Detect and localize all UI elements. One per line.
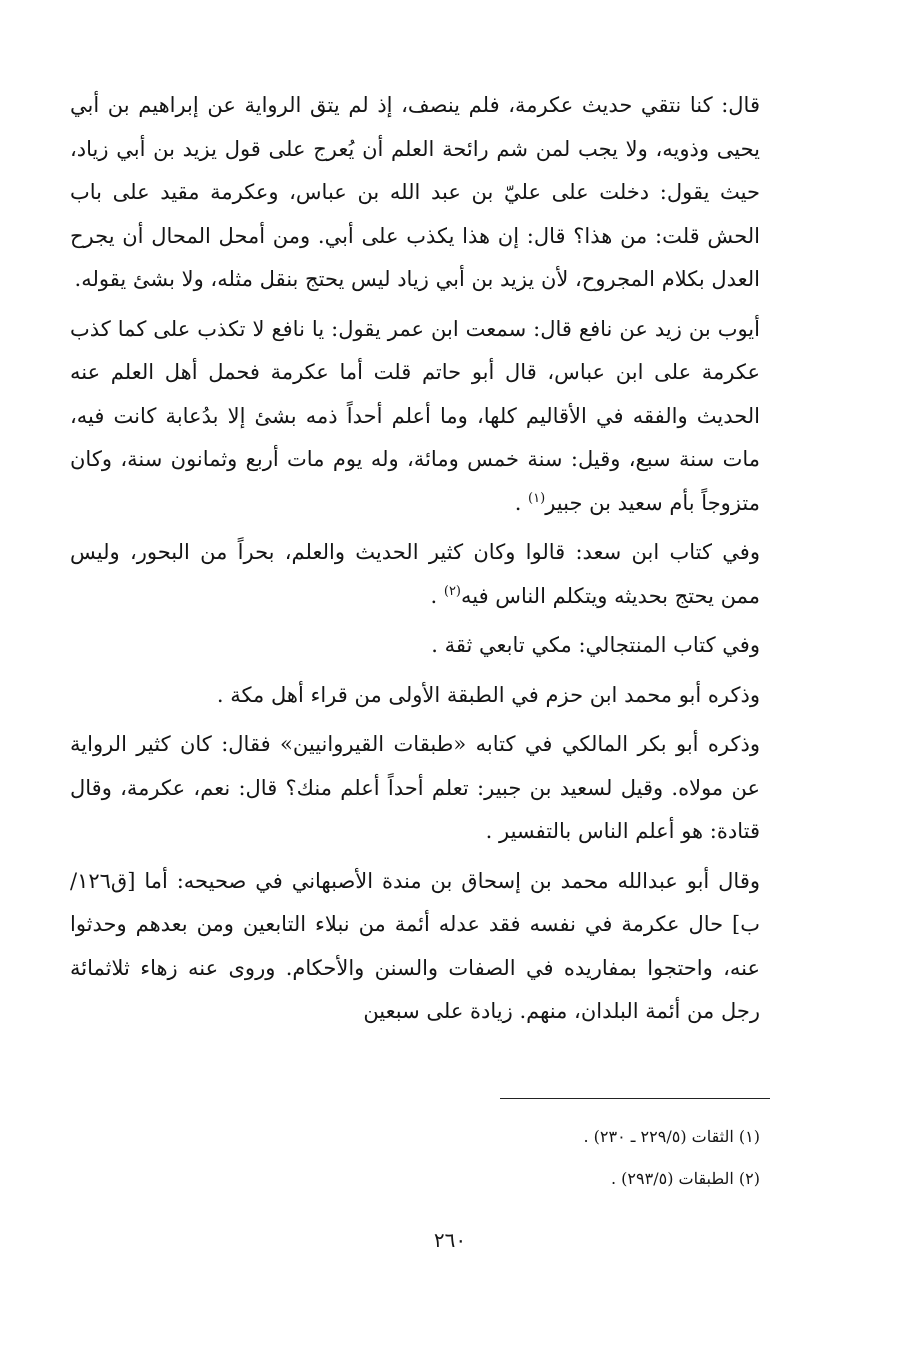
paragraph-4 [70, 624, 760, 668]
paragraph-4-text: وفي كتاب المنتجالي: مكي تابعي ثقة . [431, 633, 760, 657]
paragraph-7 [70, 860, 760, 1034]
paragraph-7-text: وقال أبو عبدالله محمد بن إسحاق بن مندة الأصبهاني في صحيحه: أما [ق١٢٦/ب] حال عكرمة في نفسه فقد عدله أئمة من نبلاء التابعين ومن بعدهم وحدثوا عنه، واحتجوا بمفاريده في الصفات والسنن والأحكام. وروى عنه زهاء ثلاثمائة رجل من أئمة البلدان، منهم. زيادة على سبعين [70, 868, 760, 1023]
paragraph-2-text: أيوب بن زيد عن نافع قال: سمعت ابن عمر يقول: يا نافع لا تكذب على كما كذب عكرمة على ابن عباس، قال أبو حاتم قلت أما عكرمة فحمل أهل العلم عنه الحديث والفقه في الأقاليم كلها، وما أعلم أحداً ذمه بشئ إلا بدُعابة كانت فيه، مات سنة سبع، وقيل: سنة خمس ومائة، وله يوم مات أربع وثمانون سنة، وكان متزوجاً بأم سعيد بن جبير [70, 316, 760, 515]
paragraph-2 [70, 308, 760, 526]
page-number: ٢٦٠ [433, 1228, 467, 1252]
paragraph-3-end: . [430, 583, 444, 608]
paragraph-2-end: . [514, 490, 529, 515]
footnotes [140, 1116, 760, 1200]
paragraph-5-text: وذكره أبو محمد ابن حزم في الطبقة الأولى من قراء أهل مكة . [216, 682, 760, 707]
paragraph-6-text: وذكره أبو بكر المالكي في كتابه «طبقات القيروانيين» فقال: كان كثير الرواية عن مولاه. وقيل لسعيد بن جبير: تعلم أحداً أعلم منك؟ قال: نعم، عكرمة، وقال قتادة: هو أعلم الناس بالتفسير . [70, 732, 760, 843]
main-text [70, 84, 760, 1040]
paragraph-3-text: وفي كتاب ابن سعد: قالوا وكان كثير الحديث والعلم، بحراً من البحور، وليس ممن يحتج بحديثه ويتكلم الناس فيه [70, 540, 760, 608]
paragraph-5 [70, 674, 760, 718]
paragraph-3 [70, 531, 760, 618]
paragraph-6 [70, 723, 760, 854]
footnote-2: (٢) الطبقات (٢٩٣/٥) . [611, 1169, 760, 1188]
paragraph-1 [70, 84, 760, 302]
footnote-ref-1[interactable]: (١) [528, 490, 546, 506]
paragraph-1-text: قال: كنا نتقي حديث عكرمة، فلم ينصف، إذ لم يتق الرواية عن إبراهيم بن أبي يحيى وذويه، ولا يجب لمن شم رائحة العلم أن يُعرج على قول يزيد بن أبي زياد، حيث يقول: دخلت على عليّ بن عبد الله بن عباس، وعكرمة مقيد على باب الحش قلت: من هذا؟ قال: إن هذا يكذب على أبي. ومن أمحل المحال أن يجرح العدل بكلام المجروح، لأن يزيد بن أبي زياد ليس يحتج بنقل مثله، ولا بشئ يقوله. [70, 93, 760, 291]
footnote-1: (١) الثقات (٢٢٩/٥ ـ ٢٣٠) . [583, 1127, 760, 1146]
footnote-divider [500, 1098, 770, 1099]
footnote-ref-2[interactable]: (٢) [443, 583, 461, 599]
